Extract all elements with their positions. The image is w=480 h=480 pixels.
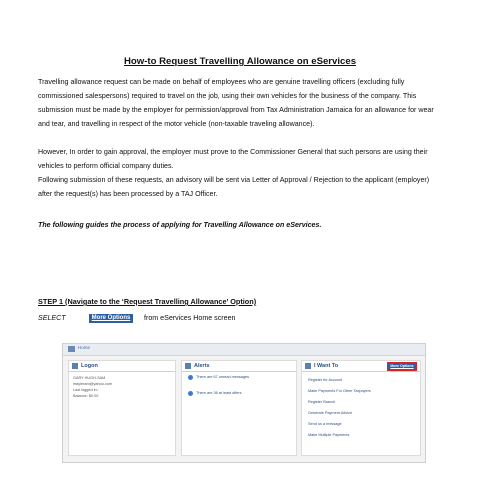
approval-paragraph: However, In order to gain approval, the employer must prove to the Commissioner General that such persons are using their vehicles to perform official company duties.	[38, 148, 428, 170]
logon-email: mayleram@yahoo.com	[73, 382, 113, 386]
i-want-to-link[interactable]: Send us a message	[308, 422, 342, 426]
more-options-button[interactable]: More Options	[89, 314, 133, 323]
alerts-title: Alerts	[194, 362, 210, 369]
home-link[interactable]: Home	[78, 345, 91, 350]
document-title: How-to Request Travelling Allowance on eServices	[123, 56, 357, 67]
select-word: SELECT	[38, 314, 66, 322]
alerts-panel-header	[182, 361, 296, 372]
logon-name: GARY HUGH-SAM	[73, 376, 106, 380]
screenshot-nav-bar	[63, 344, 425, 356]
logon-panel-header	[69, 361, 175, 372]
i-want-to-link[interactable]: Make Payments For Other Taxpayers	[308, 389, 371, 393]
message-icon	[188, 375, 193, 380]
alert-text: There are 67 unread messages	[196, 375, 249, 379]
i-want-to-panel	[301, 360, 421, 456]
user-icon	[72, 363, 78, 369]
i-want-to-title: I Want To	[314, 362, 339, 369]
intro-paragraph: Travelling allowance request can be made on behalf of employees who are genuine travelling officers (excluding fully commissioned salespersons) required to travel on the job, using their own vehicles for the business of the company. This submission must be made by the employer for permission/approval from Tax Administration Jamaica for an allowance for wear and tear, and travelling in respect of the motor vehicle (non-taxable traveling allowance).	[38, 78, 434, 128]
message-icon	[188, 391, 193, 396]
logon-panel	[68, 360, 176, 456]
step-1-heading: STEP 1 (Navigate to the ‘Request Travelling Allowance’ Option)	[38, 297, 257, 306]
logon-last-login: Last logged in:	[73, 388, 98, 392]
advisory-paragraph: Following submission of these requests, an advisory will be sent via Letter of Approval / Rejection to the applicant (employer) after the request(s) has been processed by a TAJ Officer.	[38, 176, 430, 198]
i-want-to-link[interactable]: Make Multiple Payments	[308, 433, 350, 437]
guide-heading: The following guides the process of applying for Travelling Allowance on eServices.	[38, 221, 322, 229]
alerts-panel	[181, 360, 297, 456]
i-want-to-link[interactable]: Register for Account	[308, 378, 343, 382]
i-want-to-link[interactable]: Register Branch	[308, 400, 336, 404]
more-options-highlighted-button[interactable]: More Options	[387, 362, 417, 371]
logon-balance: Balance: $0.00	[73, 394, 99, 398]
logon-title: Logon	[81, 362, 98, 369]
flag-icon	[185, 363, 191, 369]
select-instruction	[38, 311, 66, 325]
document-icon	[305, 363, 311, 369]
alert-text: There are 36 at least offers	[196, 391, 242, 395]
from-home-text: from eServices Home screen	[144, 314, 236, 322]
i-want-to-link[interactable]: Generate Payment Advice	[308, 411, 353, 415]
home-icon	[68, 346, 75, 352]
i-want-to-header	[302, 361, 420, 372]
i-want-to-list	[308, 375, 371, 441]
eservices-home-screenshot	[62, 343, 426, 463]
logon-details	[73, 375, 112, 399]
